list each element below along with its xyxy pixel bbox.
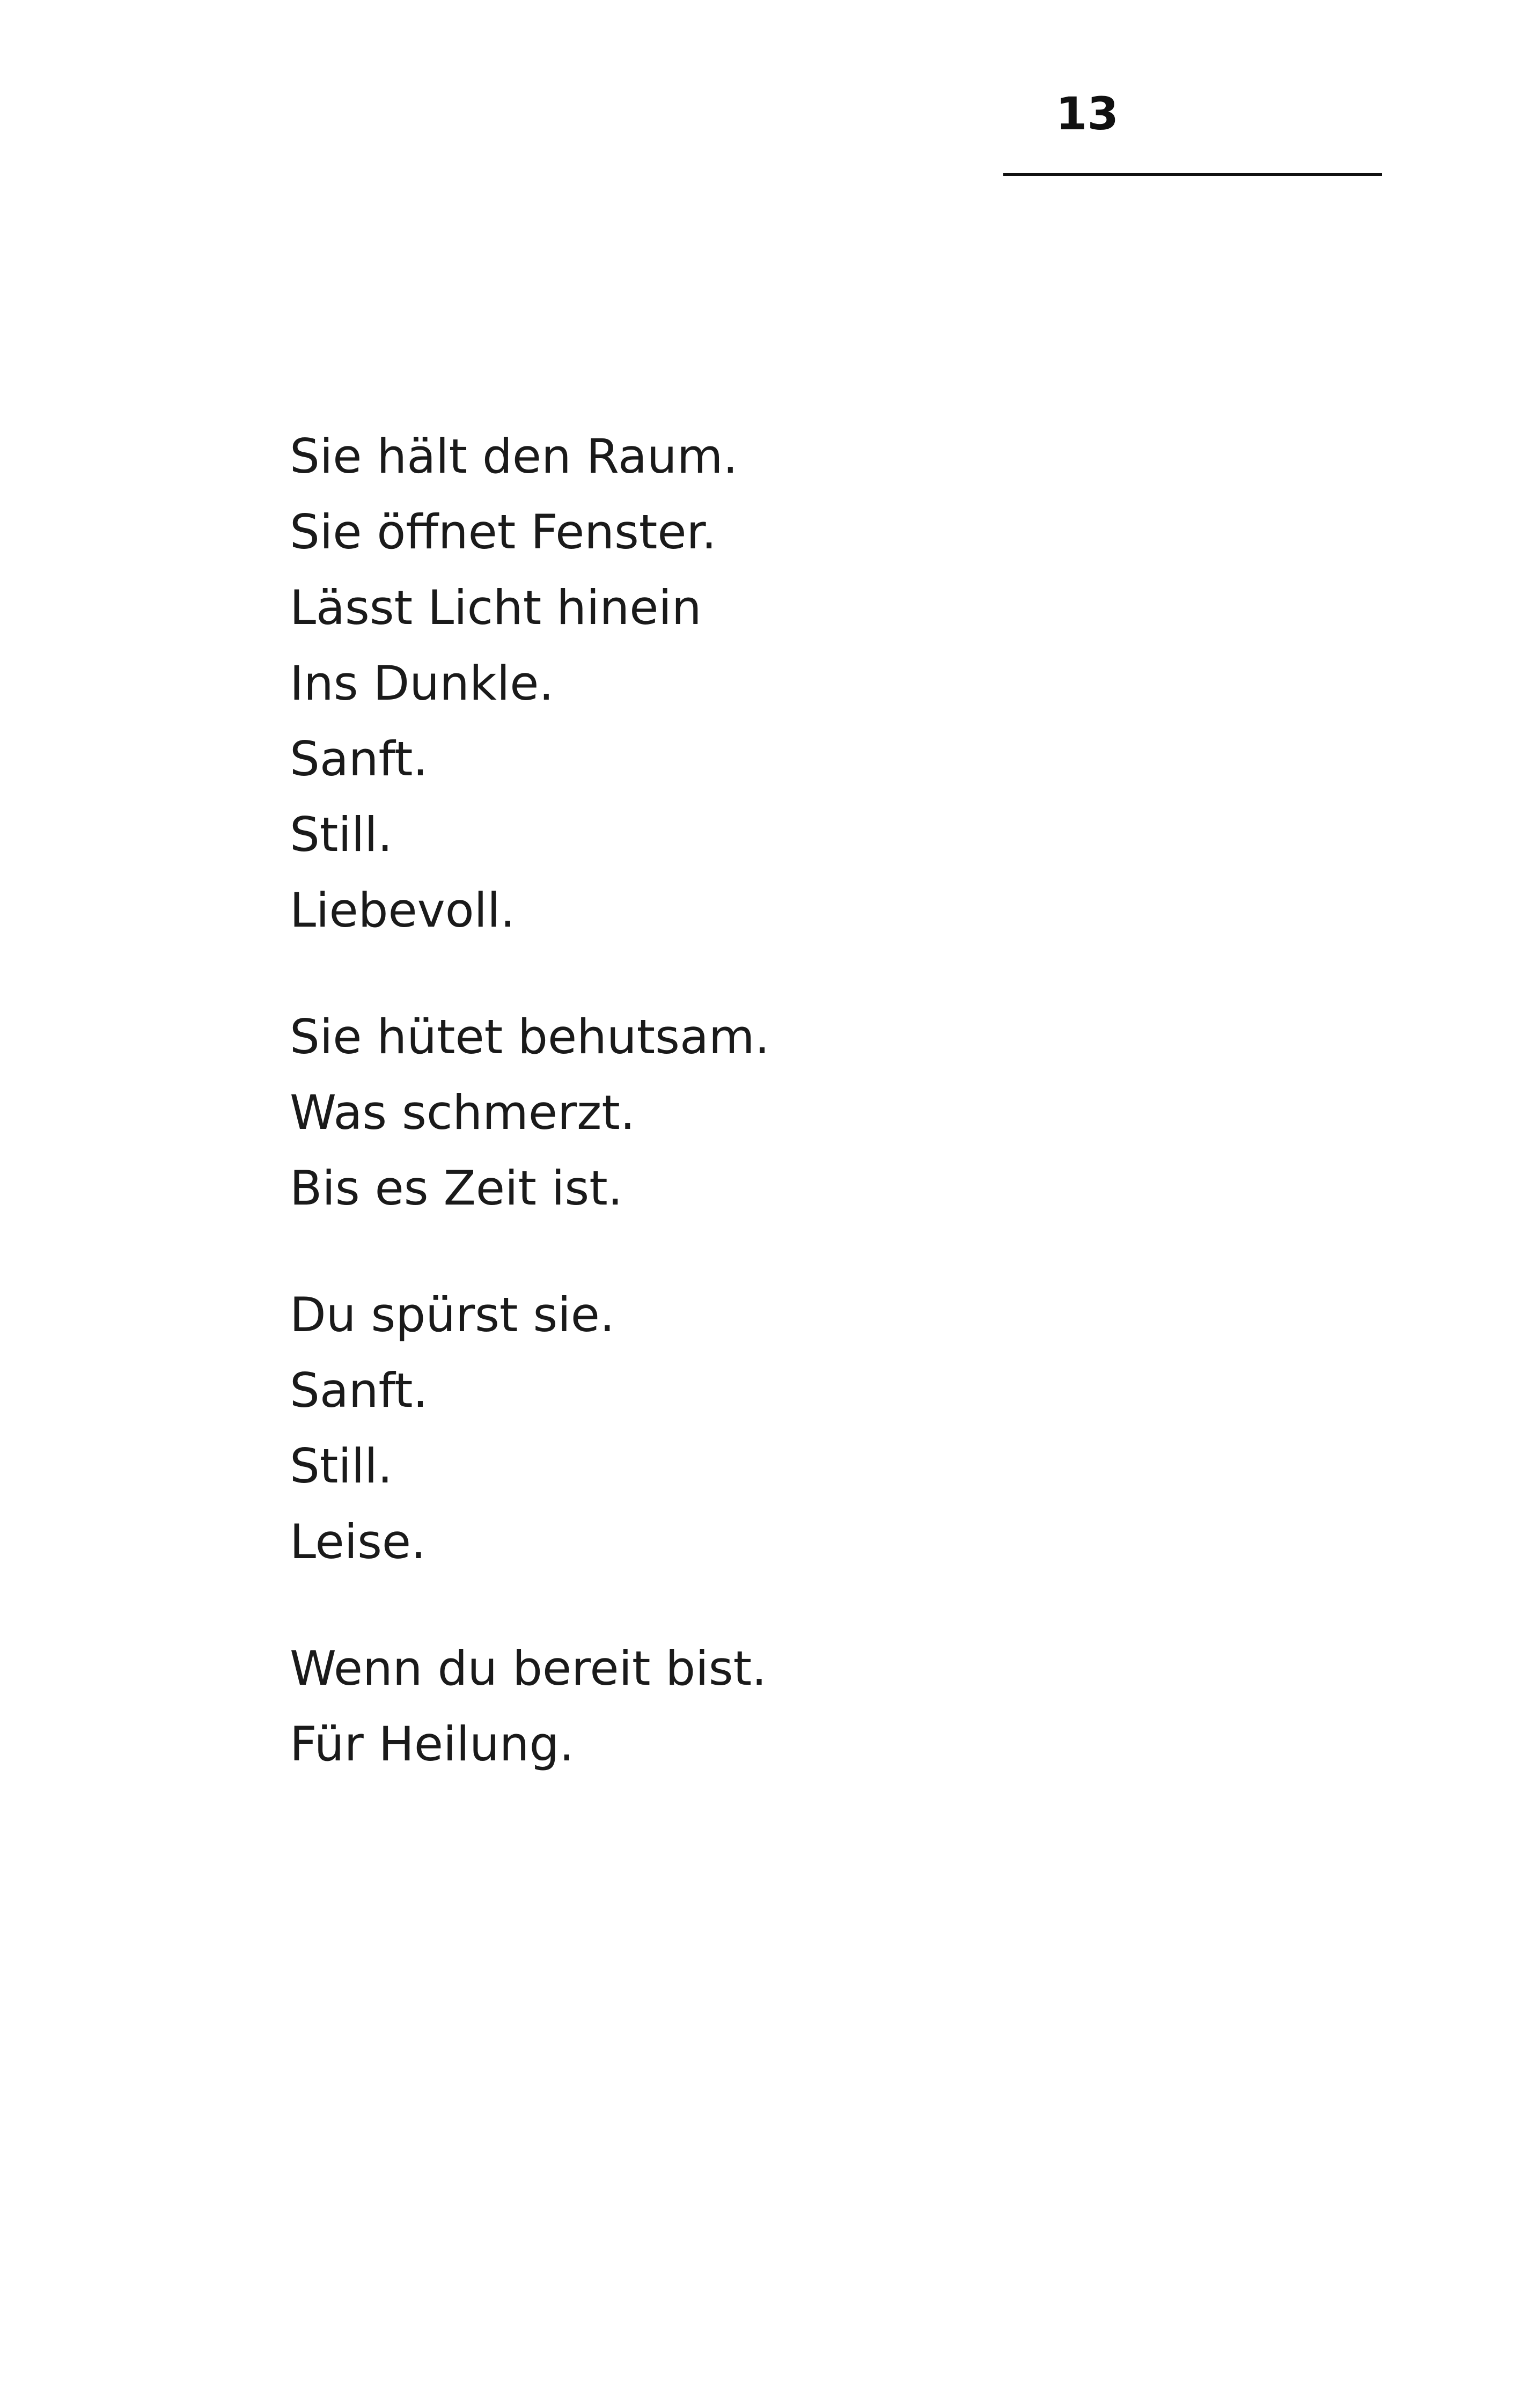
- stanza-4: [290, 1631, 1309, 1782]
- poem-line: Liebevoll.: [290, 883, 516, 938]
- poem-line: Sanft.: [290, 731, 428, 787]
- stanza-1: [290, 419, 1309, 948]
- poem-line: Still.: [290, 1438, 393, 1494]
- poem-line: Du spürst sie.: [290, 1287, 615, 1342]
- poem-line: Für Heilung.: [290, 1716, 575, 1772]
- poem-line: Wenn du bereit bist.: [290, 1641, 767, 1696]
- poem-line: Sie öffnet Fenster.: [290, 504, 717, 560]
- poem-line: Still.: [290, 807, 393, 862]
- poem-line: Sie hält den Raum.: [290, 429, 738, 484]
- header-rule: [1003, 173, 1382, 176]
- stanza-2: [290, 999, 1309, 1226]
- stanza-3: [290, 1277, 1309, 1580]
- poem-line: Leise.: [290, 1514, 427, 1569]
- poem-line: Ins Dunkle.: [290, 656, 554, 711]
- poem-line: Lässt Licht hinein: [290, 580, 702, 635]
- poem-line: Bis es Zeit ist.: [290, 1161, 623, 1216]
- poem: [290, 419, 1309, 1833]
- poem-line: Was schmerzt.: [290, 1085, 635, 1140]
- poem-line: Sie hütet behutsam.: [290, 1009, 770, 1064]
- page-number: 13: [1056, 87, 1119, 140]
- poem-line: Sanft.: [290, 1363, 428, 1418]
